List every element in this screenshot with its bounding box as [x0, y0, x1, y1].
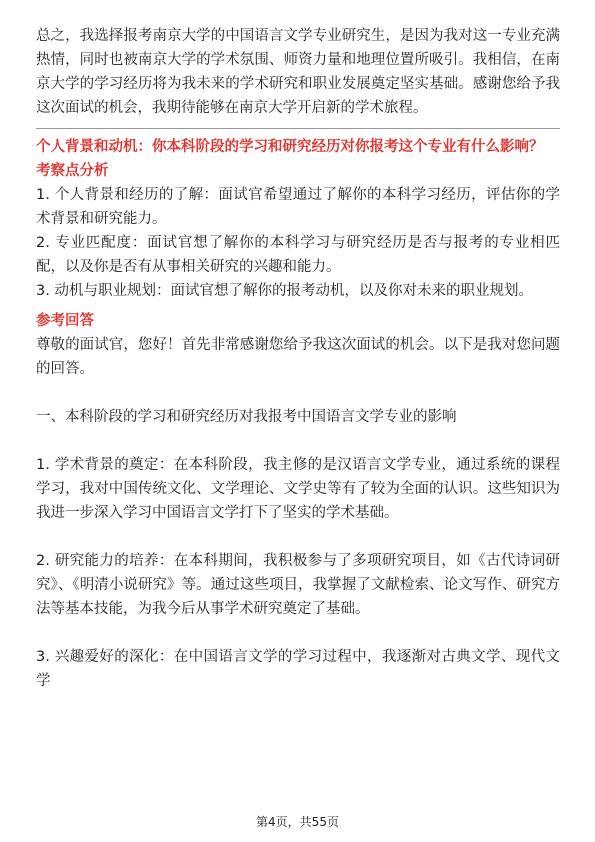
- blank-line: [36, 525, 560, 549]
- interview-question: 个人背景和动机：你本科阶段的学习和研究经历对你报考这个专业有什么影响？: [36, 139, 544, 155]
- section-divider: [36, 128, 560, 129]
- analysis-item: 3. 动机与职业规划：面试官想了解你的报考动机，以及你对未来的职业规划。: [36, 283, 533, 299]
- document-page: [36, 24, 560, 693]
- blank-line: [36, 621, 560, 645]
- blank-line: [36, 429, 560, 453]
- blank-line: [36, 381, 560, 405]
- answer-point: 2. 研究能力的培养：在本科期间，我积极参与了多项研究项目，如《古代诗词研究》、《明清小说研究》等。通过这些项目，我掌握了文献检索、论文写作、研究方法等基本技能，为我今后从事学术研究奠定了基础。: [36, 553, 560, 617]
- analysis-item: 2. 专业匹配度：面试官想了解你的本科学习与研究经历是否与报考的专业相匹配，以及你是否有从事相关研究的兴趣和能力。: [36, 235, 560, 275]
- answer-point: 1. 学术背景的奠定：在本科阶段，我主修的是汉语言文学专业，通过系统的课程学习，我对中国传统文化、文学理论、文学史等有了较为全面的认识。这些知识为我进一步深入学习中国语言文学打下了坚实的学术基础。: [36, 457, 560, 521]
- answer-section-title: 一、本科阶段的学习和研究经历对我报考中国语言文学专业的影响: [36, 409, 457, 425]
- answer-heading: 参考回答: [36, 313, 94, 329]
- answer-point: 3. 兴趣爱好的深化：在中国语言文学的学习过程中，我逐渐对古典文学、现代文学: [36, 649, 560, 689]
- intro-paragraph: 总之，我选择报考南京大学的中国语言文学专业研究生，是因为我对这一专业充满热情，同时也被南京大学的学术氛围、师资力量和地理位置所吸引。我相信，在南京大学的学习经历将为我未来的学术研究和职业发展奠定坚实基础。感谢您给予我这次面试的机会，我期待能够在南京大学开启新的学术旅程。: [36, 28, 560, 116]
- analysis-heading: 考察点分析: [36, 163, 109, 179]
- answer-greeting: 尊敬的面试官，您好！首先非常感谢您给予我这次面试的机会。以下是我对您问题的回答。: [36, 337, 560, 377]
- analysis-item: 1. 个人背景和经历的了解：面试官希望通过了解你的本科学习经历，评估你的学术背景和研究能力。: [36, 187, 560, 227]
- page-footer: 第4页，共55页: [256, 815, 339, 829]
